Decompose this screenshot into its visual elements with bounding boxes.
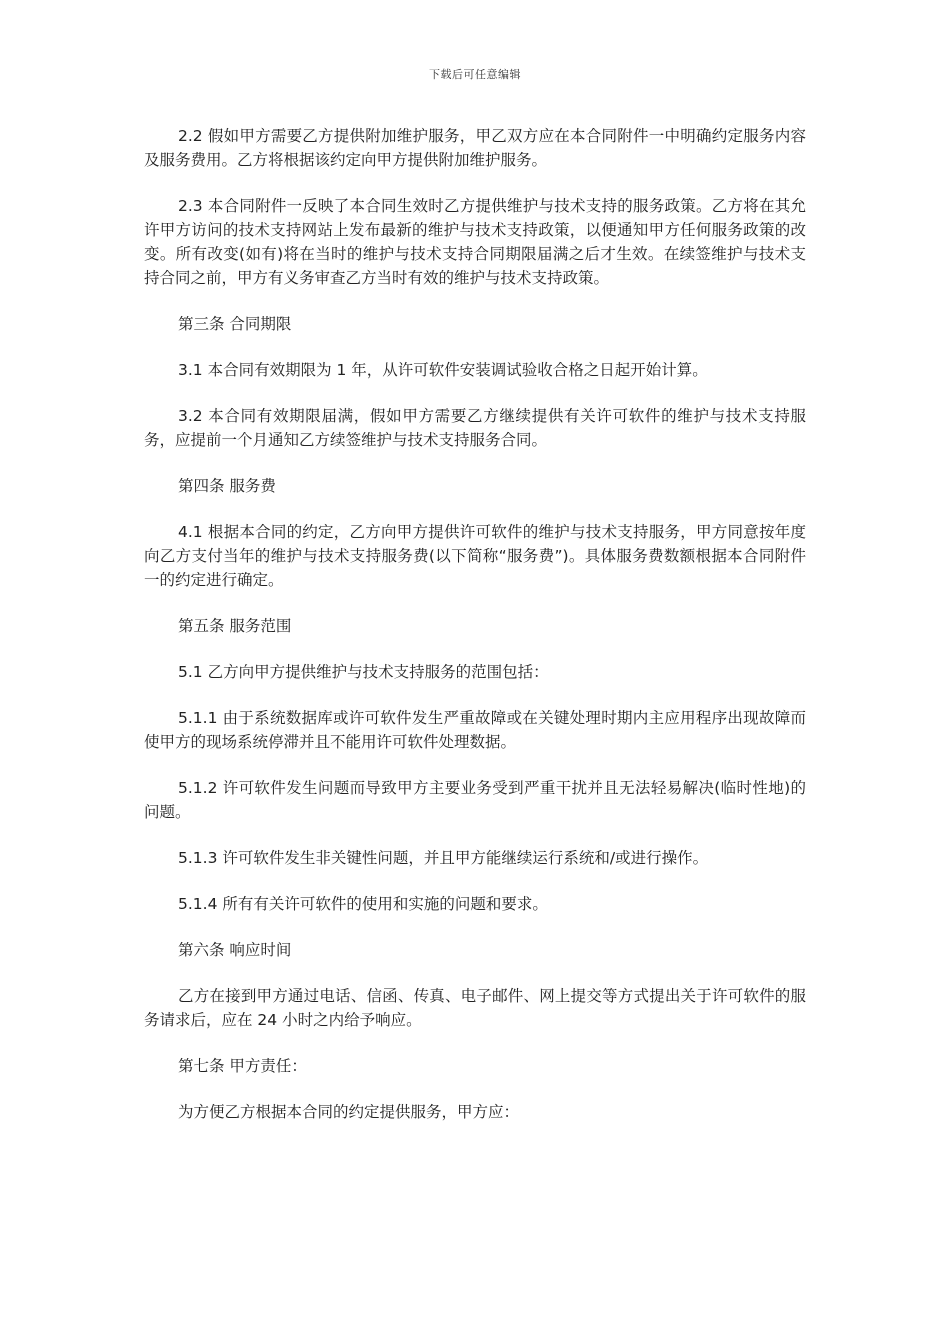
article-3-heading: 第三条 合同期限: [178, 315, 292, 333]
clause-3-2: 3.2 本合同有效期限届满，假如甲方需要乙方继续提供有关许可软件的维护与技术支持服务，应提前一个月通知乙方续签维护与技术支持服务合同。: [144, 407, 806, 449]
clause-2-3: 2.3 本合同附件一反映了本合同生效时乙方提供维护与技术支持的服务政策。乙方将在其允许甲方访问的技术支持网站上发布最新的维护与技术支持政策，以便通知甲方任何服务政策的改变。所有改变(如有)将在当时的维护与技术支持合同期限届满之后才生效。在续签维护与技术支持合同之前，甲方有义务审查乙方当时有效的维护与技术支持政策。: [144, 197, 806, 287]
article-7-heading: 第七条 甲方责任：: [178, 1057, 307, 1075]
clause-5-1: 5.1 乙方向甲方提供维护与技术支持服务的范围包括：: [178, 663, 549, 681]
article-7-text: 为方便乙方根据本合同的约定提供服务，甲方应：: [178, 1103, 520, 1121]
clause-2-2: 2.2 假如甲方需要乙方提供附加维护服务，甲乙双方应在本合同附件一中明确约定服务内容及服务费用。乙方将根据该约定向甲方提供附加维护服务。: [144, 127, 806, 169]
article-6-heading: 第六条 响应时间: [178, 941, 292, 959]
clause-3-1: 3.1 本合同有效期限为 1 年，从许可软件安装调试验收合格之日起开始计算。: [178, 361, 708, 379]
clause-4-1: 4.1 根据本合同的约定，乙方向甲方提供许可软件的维护与技术支持服务，甲方同意按年度向乙方支付当年的维护与技术支持服务费(以下简称“服务费”)。具体服务费数额根据本合同附件一的约定进行确定。: [144, 523, 806, 589]
article-5-heading: 第五条 服务范围: [178, 617, 292, 635]
document-body: [144, 124, 806, 1146]
article-6-text: 乙方在接到甲方通过电话、信函、传真、电子邮件、网上提交等方式提出关于许可软件的服务请求后，应在 24 小时之内给予响应。: [144, 987, 806, 1029]
clause-5-1-3: 5.1.3 许可软件发生非关键性问题，并且甲方能继续运行系统和/或进行操作。: [178, 849, 709, 867]
clause-5-1-2: 5.1.2 许可软件发生问题而导致甲方主要业务受到严重干扰并且无法轻易解决(临时性地)的问题。: [144, 779, 806, 821]
article-4-heading: 第四条 服务费: [178, 477, 276, 495]
clause-5-1-4: 5.1.4 所有有关许可软件的使用和实施的问题和要求。: [178, 895, 548, 913]
page-header-note: 下载后可任意编辑: [429, 68, 521, 81]
clause-5-1-1: 5.1.1 由于系统数据库或许可软件发生严重故障或在关键处理时期内主应用程序出现故障而使甲方的现场系统停滞并且不能用许可软件处理数据。: [144, 709, 806, 751]
